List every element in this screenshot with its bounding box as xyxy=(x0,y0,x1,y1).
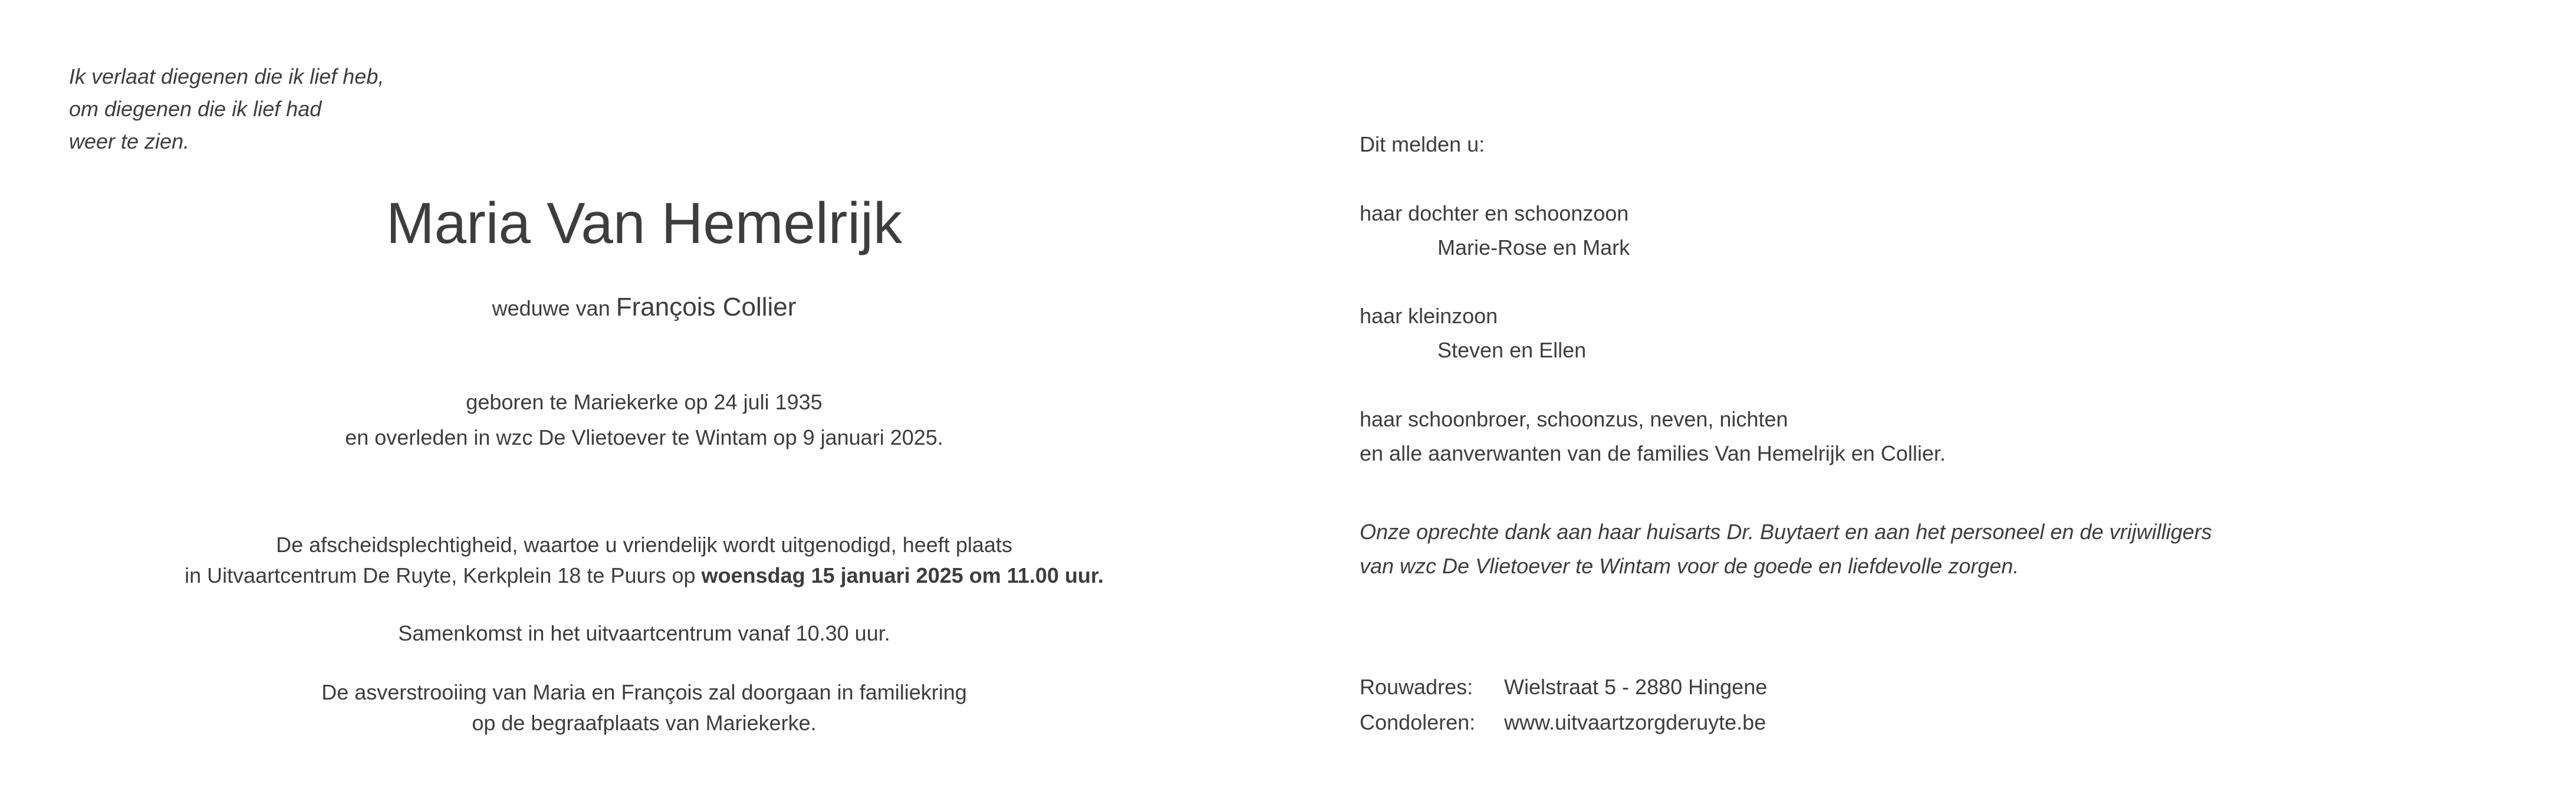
address-row xyxy=(1360,669,1767,705)
grandson-names: Steven en Ellen xyxy=(1437,338,1587,362)
ceremony-line-2 xyxy=(0,560,1288,591)
poem-line-3: weer te zien. xyxy=(69,129,190,153)
family-block xyxy=(1360,402,1946,471)
grandson-label: haar kleinzoon xyxy=(1360,304,1498,328)
address-label: Rouwadres: xyxy=(1360,675,1473,699)
ash-scattering xyxy=(0,677,1288,738)
thanks-line-2: van wzc De Vlietoever te Wintam voor de goede en liefdevolle zorgen. xyxy=(1360,554,2019,578)
poem xyxy=(69,60,384,157)
died-line: en overleden in wzc De Vlietoever te Wintam op 9 januari 2025. xyxy=(345,425,943,449)
contact-info xyxy=(1360,669,1767,740)
deceased-name: Maria Van Hemelrijk xyxy=(386,191,902,255)
poem-line-2: om diegenen die ik lief had xyxy=(69,97,322,121)
address-value: Wielstraat 5 - 2880 Hingene xyxy=(1504,675,1768,699)
daughter-block xyxy=(1360,196,1630,265)
condolence-label: Condoleren: xyxy=(1360,710,1476,734)
announcement-intro: Dit melden u: xyxy=(1360,132,1485,156)
thanks-line-1: Onze oprechte dank aan haar huisarts Dr. Buytaert en aan het personeel en de vrijwilligers xyxy=(1360,520,2212,544)
poem-line-1: Ik verlaat diegenen die ik lief heb, xyxy=(69,64,384,88)
condolence-row xyxy=(1360,705,1767,740)
family-line-2: en alle aanverwanten van de families Van Hemelrijk en Collier. xyxy=(1360,441,1946,465)
grandson-block xyxy=(1360,299,1586,367)
widow-prefix: weduwe van xyxy=(492,296,610,320)
born-line: geboren te Mariekerke op 24 juli 1935 xyxy=(466,390,823,414)
ceremony-info xyxy=(0,530,1288,591)
condolence-website: www.uitvaartzorgderuyte.be xyxy=(1504,710,1766,734)
ceremony-datetime: woensdag 15 januari 2025 om 11.00 uur. xyxy=(701,563,1104,587)
life-dates xyxy=(0,385,1288,455)
family-line-1: haar schoonbroer, schoonzus, neven, nichten xyxy=(1360,407,1788,431)
daughter-label: haar dochter en schoonzoon xyxy=(1360,201,1629,225)
thanks-message xyxy=(1360,515,2212,583)
right-panel xyxy=(1360,0,2480,801)
spouse-name: François Collier xyxy=(616,293,797,321)
ceremony-line-1: De afscheidsplechtigheid, waartoe u vriendelijk wordt uitgenodigd, heeft plaats xyxy=(276,533,1012,557)
ceremony-location: in Uitvaartcentrum De Ruyte, Kerkplein 18 te Puurs op xyxy=(185,563,696,587)
gathering-line: Samenkomst in het uitvaartcentrum vanaf 10.30 uur. xyxy=(398,621,890,645)
daughter-names: Marie-Rose en Mark xyxy=(1437,235,1630,260)
scatter-line-2: op de begraafplaats van Mariekerke. xyxy=(472,711,817,735)
widow-line xyxy=(0,291,1288,325)
scatter-line-1: De asverstrooiing van Maria en François zal doorgaan in familiekring xyxy=(321,680,967,704)
